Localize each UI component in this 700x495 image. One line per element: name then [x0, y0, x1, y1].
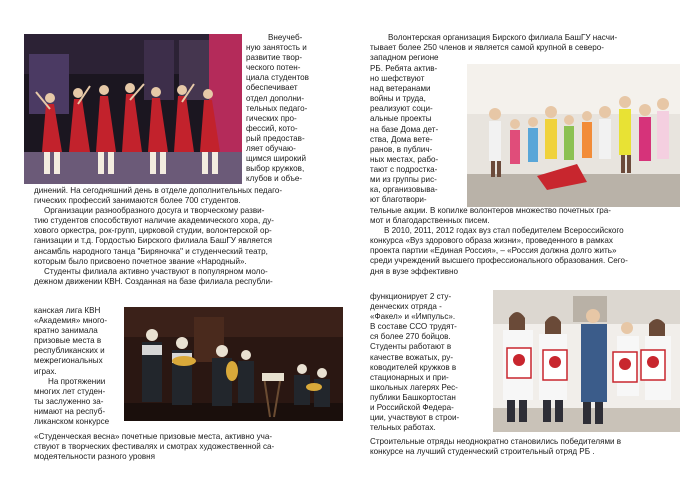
text-line: рый предостав- [246, 133, 305, 143]
text-line: фессий, кото- [246, 123, 298, 133]
text-line: ранов, в публич- [370, 144, 433, 154]
text-line: но шефствуют [370, 74, 425, 84]
text-line: среди учреждений высшего профессионального образования. Сего- [370, 256, 628, 266]
text-line: играх. [34, 366, 57, 376]
text-line: многих лет студен- [34, 386, 106, 396]
text-line: конкурса «Вуз здорового образа жизни», проведенного в рамках [370, 236, 613, 246]
text-line: денческих отряда - [370, 302, 442, 312]
text-line: ми из группы рис- [370, 175, 437, 185]
text-line: ческого потен- [246, 63, 301, 73]
text-line: ции, участвуют в строи- [370, 413, 460, 423]
text-line: отдел дополни- [246, 93, 305, 103]
text-line: тывает более 250 членов и является самой крупной в северо- [370, 43, 604, 53]
text-line: западном регионе [370, 53, 439, 63]
text-line: В составе ССО трудят- [370, 322, 457, 332]
text-line: развитие твор- [246, 53, 303, 63]
right-main-text [370, 206, 628, 277]
text-line: ансамбль народного танца "Биряночка" и студенческий театр, [34, 246, 268, 256]
text-line: ства, Дома вете- [370, 134, 433, 144]
text-line: Волонтерская организация Бирского филиала БашГУ насчи- [388, 33, 618, 42]
text-line: В 2010, 2011, 2012 годах вуз стал победителем Всероссийского [384, 226, 624, 236]
text-line: Организации разнообразного досуга и творческому разви- [44, 206, 265, 216]
text-line: ствуют в творческих фестивалях и смотрах художественной са- [34, 442, 275, 452]
left-main-text [34, 186, 282, 287]
text-line: стационарных и при- [370, 372, 449, 382]
dancers-on-stage-icon [24, 34, 242, 184]
text-line: реализуют соци- [370, 104, 433, 114]
text-line: ганизации и т.д. Гордостью Бирского филиала БашГУ является [34, 236, 273, 246]
text-line: хового оркестра, рок-групп, цирковой студии, волонтерской ор- [34, 226, 272, 236]
text-line: Строительные отряды неоднократно становились победителями в [370, 437, 622, 446]
right-squads-side-text [370, 292, 459, 433]
students-with-award-posters-icon [493, 290, 680, 432]
text-line: тельных педаго- [246, 103, 308, 113]
text-line: войны и труда, [370, 94, 426, 104]
text-line: щимся широкий [246, 154, 307, 164]
right-volunteer-side-text [370, 64, 438, 205]
text-line: РБ. Ребята актив- [370, 64, 438, 73]
text-line: тают с подростка- [370, 164, 438, 174]
text-line: призовые места в [34, 336, 102, 346]
text-line: межрегиональных [34, 356, 103, 366]
text-line: ных местах, рабо- [370, 154, 439, 164]
text-line: выбор кружков, [246, 164, 305, 174]
text-line: Студенты филиала активно участвуют в популярном моло- [44, 266, 268, 276]
orchestra-photo [124, 307, 343, 421]
text-line: и Российской Федера- [370, 403, 454, 413]
text-line: Внеучеб- [268, 33, 303, 42]
text-line: «Студенческая весна» почетные призовые места, активно уча- [34, 432, 273, 441]
volunteers-with-children-icon [467, 64, 680, 207]
text-line: мот и благодарственных писем. [370, 216, 490, 226]
text-line: республиканских и [34, 346, 105, 356]
text-line: ты заслуженно за- [34, 396, 104, 406]
text-line: ка, организовыва- [370, 185, 438, 195]
text-line: динений. На сегодняшний день в отделе дополнительных педаго- [34, 186, 283, 195]
text-line: ляет обучаю- [246, 144, 296, 154]
text-line: над ветеранами [370, 84, 431, 94]
text-line: обеспечивает [246, 83, 298, 93]
award-students-photo [493, 290, 680, 432]
text-line: циала студентов [246, 73, 309, 83]
text-line: ководителей кружков в [370, 362, 457, 372]
text-line: дежном движении КВН. Созданная на базе филиала республи- [34, 276, 273, 286]
text-line: «Академия» много- [34, 316, 108, 326]
top-margin [0, 0, 700, 18]
text-line: публики Башкортостан [370, 392, 456, 402]
text-line: тию студентов способствуют наличие академического хора, ду- [34, 216, 274, 226]
text-line: Студенты работают в [370, 342, 452, 352]
text-line: На протяжении [48, 376, 106, 386]
text-line: качестве вожатых, ру- [370, 352, 454, 362]
text-line: конкурсе на лучший студенческий строительный отряд РБ . [370, 447, 595, 457]
text-line: ликанском конкурсе [34, 417, 110, 427]
text-line: альные проекты [370, 114, 432, 124]
right-closing-text [370, 437, 621, 457]
text-line: кратно занимала [34, 326, 98, 336]
text-line: ся более 270 бойцов. [370, 332, 451, 342]
text-line: ную занятость и [246, 43, 307, 53]
left-closing-text [34, 432, 274, 462]
right-intro-text [370, 33, 617, 63]
text-line: школьных лагерях Рес- [370, 382, 458, 392]
left-kvn-side-text [34, 306, 109, 427]
text-line: функционирует 2 сту- [370, 292, 452, 301]
text-line: «Факел» и «Импульс». [370, 312, 456, 322]
text-line: гических профессий занимаются более 700 студентов. [34, 196, 241, 206]
dance-ensemble-photo [24, 34, 242, 184]
text-line: тельные акции. В копилке волонтеров множество почетных гра- [370, 206, 611, 215]
text-line: на базе Дома дет- [370, 124, 439, 134]
volunteers-children-photo [467, 64, 680, 207]
brass-band-icon [124, 307, 343, 421]
left-intro-side-text [246, 33, 309, 184]
text-line: ют благотвори- [370, 195, 427, 205]
text-line: проекта партии «Единая Россия», – «Россия должна долго жить» [370, 246, 617, 256]
text-line: нимают на респуб- [34, 406, 106, 416]
text-line: тельных работах. [370, 423, 436, 433]
text-line: гических про- [246, 113, 297, 123]
text-line: клубов и объе- [246, 174, 303, 184]
text-line: дня в вузе эффективно [370, 266, 458, 276]
text-line: канская лига КВН [34, 306, 101, 315]
text-line: модеятельности разного уровня [34, 452, 156, 462]
text-line: которым было присвоено почетное звание «Народный». [34, 256, 247, 266]
